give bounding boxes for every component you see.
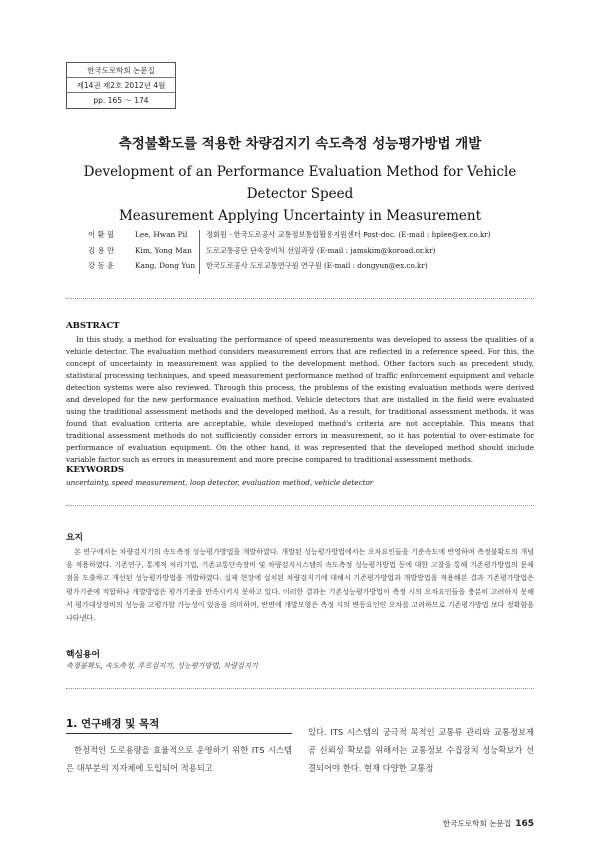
- journal-pages: pp. 165 ～ 174: [93, 96, 149, 105]
- page-footer: [300, 818, 534, 829]
- author-name-en: Kang, Dong Yun: [135, 261, 196, 270]
- keywords-heading: KEYWORDS: [66, 465, 125, 475]
- section-heading: 1. 연구배경 및 목적: [66, 718, 160, 730]
- divider-dotted: [66, 688, 534, 689]
- title-korean: 측정불확도를 적용한 차량검지기 속도측정 성능평가방법 개발: [118, 136, 482, 152]
- affiliation-text: 한국도로공사 도로교통연구원 연구원: [206, 261, 322, 270]
- author-separator: [199, 230, 200, 274]
- author-name-ko: 이 환 필: [88, 230, 115, 239]
- yoji-heading: 요지: [66, 533, 83, 543]
- keywords-ko-text: 측정불확도, 속도측정, 루프검지기, 성능평가방법, 차량검지기: [66, 661, 258, 670]
- title-english-line2: Measurement Applying Uncertainty in Measurement: [118, 208, 482, 224]
- author-english-names: [135, 227, 199, 274]
- author-korean-names: [88, 227, 132, 274]
- body-paragraph: 한정적인 도로용량을 효율적으로 운영하기 위한 ITS 시스템은 대부분의 지자체에 도입되어 적용되고: [66, 745, 292, 774]
- affiliation-text: 정회원 · 한국도로공사 교통정보통합활용지원센터 Post-doc.: [206, 230, 397, 239]
- journal-name: 한국도로학회 논문집: [67, 63, 175, 78]
- footer-journal: 한국도로학회 논문집: [442, 819, 512, 828]
- journal-info-box: [66, 62, 176, 109]
- page-number: 165: [515, 819, 534, 829]
- author-email: (E-mail : hplee@ex.co.kr): [398, 230, 491, 239]
- keywords-text: uncertainty, speed measurement, loop detector, evaluation method, vehicle detector: [66, 478, 374, 487]
- author-name-ko: 김 용 만: [88, 245, 115, 255]
- journal-issue: 제14권 제2호 2012년 4월: [67, 78, 175, 93]
- author-affiliation: [206, 243, 566, 259]
- affiliation-text: 도로교통공단 단속장비처 선임과장: [206, 245, 315, 255]
- keywords-ko-heading: 핵심용어: [66, 650, 100, 660]
- abstract-text: In this study, a method for evaluating the performance of speed measurements was developed to assess the qualities of a vehicle detector. The evaluation method considers measurement errors that are reflected in a reference speed. For this, the concept of uncertainty in measurement was applied to the development method. Other factors such as precedent study, statistical processing techniques, and speed measurement performance method of traffic enforcement equipment and vehicle detection systems were also reviewed. Through this process, the problems of the existing evaluation methods were derived and developed for the new performance evaluation method. Vehicle detectors that are installed in the field were evaluated using the traditional assessment methods and the developed method. As a result, for traditional assessment methods, it was found that evaluation criteria are acceptable, while developed method's criteria are not acceptable. This means that traditional assessment methods do not sufficiently consider errors in measurement, so it has potential to over-estimate for performance of evaluation equipment. On the other hand, it was represented that the developed method should include variable factor such as errors in measurement and more precise compared to traditional assessment methods.: [66, 335, 534, 465]
- title-english: [60, 161, 540, 227]
- title-english-line1: Development of an Performance Evaluation Method for Vehicle Detector Speed: [83, 164, 517, 202]
- abstract-body: [66, 334, 534, 467]
- divider-dotted: [66, 505, 534, 506]
- author-name-ko: 강 동 윤: [88, 261, 115, 270]
- yoji-text: 본 연구에서는 차량검지기의 속도측정 성능평가방법을 개발하였다. 개발된 성능평가방법에서는 오차요인들을 기준속도에 반영하며 측정불확도의 개념을 적용하였다. 기존연구, 통계적 처리기법, 기존교통단속장비 및 차량검지시스템의 속도측정 성능평가방법 등에 대한 고찰을 통해 기존평가방법의 문제점을 도출하고 개선된 성능평가방법을 개발하였다. 실제 현장에 설치된 차량검지기에 대해서 기존평가방법과 개발방법을 적용해본 결과 기존평가방법은 평가기준에 적합하나 개발방법은 평가기준을 만족시키지 못하고 있다. 이러한 결과는 기존성능평가방법이 측정 시의 오차요인들을 충분히 고려하지 못해서 평가대상장비의 성능을 고평가할 가능성이 있음을 의미하며, 반면에 개발모형은 측정 시의 변동요인인 오차를 고려하므로 기존평가방법 보다 정확함을 나타낸다.: [66, 547, 534, 623]
- author-affiliation: [206, 227, 566, 243]
- body-column-right: [308, 723, 534, 778]
- divider-dotted: [66, 298, 534, 299]
- body-paragraph: 있다. ITS 시스템의 궁극적 목적인 교통류 관리와 교통정보제공 신뢰성 확보를 위해서는 교통정보 수집장치 성능확보가 선결되어야 한다. 현재 다양한 교통정: [308, 727, 534, 774]
- author-name-en: Kim, Yong Man: [135, 245, 192, 255]
- author-email: (E-mail : jamskim@koroad.or.kr): [317, 245, 436, 255]
- author-name-en: Lee, Hwan Pil: [135, 230, 188, 239]
- author-email: (E-mail : dongyun@ex.co.kr): [323, 261, 428, 270]
- section-heading-rule: [66, 733, 292, 734]
- yoji-body: [66, 545, 534, 624]
- abstract-heading: ABSTRACT: [66, 321, 120, 331]
- author-affiliation: [206, 258, 566, 274]
- author-affiliations: [206, 227, 566, 274]
- body-column-left: [66, 741, 292, 777]
